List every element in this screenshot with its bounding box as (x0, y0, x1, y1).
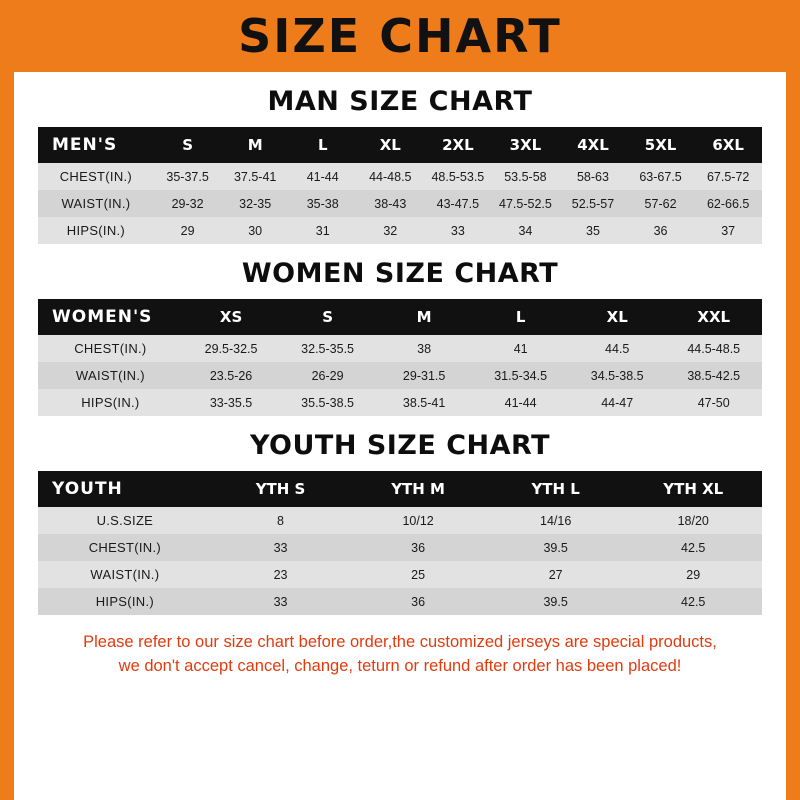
men-cell: 41-44 (289, 163, 357, 190)
men-cell: 32 (357, 217, 425, 244)
men-row-label: CHEST(IN.) (38, 163, 154, 190)
men-cell: 58-63 (559, 163, 627, 190)
men-cell: 62-66.5 (694, 190, 762, 217)
men-cell: 31 (289, 217, 357, 244)
youth-column-header: YTH M (349, 471, 487, 507)
youth-cell: 23 (212, 561, 350, 588)
women-row-label: HIPS(IN.) (38, 389, 183, 416)
men-cell: 34 (492, 217, 560, 244)
youth-cell: 33 (212, 534, 350, 561)
men-cell: 43-47.5 (424, 190, 492, 217)
men-cell: 57-62 (627, 190, 695, 217)
table-row (38, 190, 762, 217)
youth-cell: 39.5 (487, 534, 625, 561)
men-cell: 38-43 (357, 190, 425, 217)
men-cell: 52.5-57 (559, 190, 627, 217)
men-column-header: 4XL (559, 127, 627, 163)
men-cell: 47.5-52.5 (492, 190, 560, 217)
men-cell: 29-32 (154, 190, 222, 217)
youth-cell: 33 (212, 588, 350, 615)
men-column-header: 6XL (694, 127, 762, 163)
youth-section-title: YOUTH SIZE CHART (249, 430, 551, 461)
women-size-table (38, 299, 762, 416)
women-column-header: XXL (665, 299, 762, 335)
youth-row-label: U.S.SIZE (38, 507, 212, 534)
table-row (38, 534, 762, 561)
men-column-header: XL (357, 127, 425, 163)
youth-cell: 8 (212, 507, 350, 534)
women-cell: 23.5-26 (183, 362, 280, 389)
women-cell: 34.5-38.5 (569, 362, 666, 389)
page-banner (14, 0, 786, 72)
women-header-row (38, 299, 762, 335)
women-table-head (38, 299, 762, 335)
men-cell: 63-67.5 (627, 163, 695, 190)
women-cell: 32.5-35.5 (279, 335, 376, 362)
man-table-body (38, 163, 762, 244)
youth-cell: 14/16 (487, 507, 625, 534)
men-cell: 33 (424, 217, 492, 244)
man-table-head (38, 127, 762, 163)
youth-cell: 25 (349, 561, 487, 588)
youth-size-table (38, 471, 762, 615)
men-cell: 35-37.5 (154, 163, 222, 190)
men-header-row (38, 127, 762, 163)
men-cell: 35-38 (289, 190, 357, 217)
women-column-header: XL (569, 299, 666, 335)
youth-cell: 18/20 (624, 507, 762, 534)
youth-cell: 36 (349, 534, 487, 561)
youth-row-label: CHEST(IN.) (38, 534, 212, 561)
youth-table-head (38, 471, 762, 507)
women-corner-label: WOMEN'S (38, 299, 183, 335)
table-row (38, 561, 762, 588)
men-cell: 29 (154, 217, 222, 244)
youth-cell: 10/12 (349, 507, 487, 534)
women-cell: 38.5-42.5 (665, 362, 762, 389)
table-row (38, 389, 762, 416)
women-cell: 38 (376, 335, 473, 362)
youth-column-header: YTH L (487, 471, 625, 507)
women-cell: 29.5-32.5 (183, 335, 280, 362)
footer-note (38, 631, 762, 679)
women-row-label: WAIST(IN.) (38, 362, 183, 389)
men-cell: 30 (221, 217, 289, 244)
women-table-body (38, 335, 762, 416)
youth-cell: 39.5 (487, 588, 625, 615)
table-row (38, 217, 762, 244)
youth-cell: 36 (349, 588, 487, 615)
men-cell: 35 (559, 217, 627, 244)
footer-note-line-1: Please refer to our size chart before order,the customized jerseys are special products, (83, 633, 717, 651)
men-cell: 37.5-41 (221, 163, 289, 190)
men-column-header: 2XL (424, 127, 492, 163)
table-row (38, 335, 762, 362)
women-row-label: CHEST(IN.) (38, 335, 183, 362)
page-title: SIZE CHART (238, 9, 562, 63)
women-cell: 35.5-38.5 (279, 389, 376, 416)
women-column-header: M (376, 299, 473, 335)
table-row (38, 507, 762, 534)
page-content (14, 86, 786, 679)
men-column-header: 5XL (627, 127, 695, 163)
men-column-header: L (289, 127, 357, 163)
youth-table-body (38, 507, 762, 615)
men-cell: 37 (694, 217, 762, 244)
man-section-title: MAN SIZE CHART (267, 86, 533, 117)
women-cell: 41-44 (472, 389, 569, 416)
men-column-header: 3XL (492, 127, 560, 163)
men-column-header: S (154, 127, 222, 163)
youth-cell: 29 (624, 561, 762, 588)
women-section-title: WOMEN SIZE CHART (241, 258, 559, 289)
youth-cell: 42.5 (624, 534, 762, 561)
footer-note-line-2: we don't accept cancel, change, teturn or refund after order has been placed! (118, 656, 682, 675)
youth-cell: 42.5 (624, 588, 762, 615)
men-corner-label: MEN'S (38, 127, 154, 163)
youth-row-label: WAIST(IN.) (38, 561, 212, 588)
women-column-header: XS (183, 299, 280, 335)
men-row-label: WAIST(IN.) (38, 190, 154, 217)
women-cell: 33-35.5 (183, 389, 280, 416)
men-cell: 32-35 (221, 190, 289, 217)
women-cell: 44.5 (569, 335, 666, 362)
youth-column-header: YTH XL (624, 471, 762, 507)
youth-header-row (38, 471, 762, 507)
youth-cell: 27 (487, 561, 625, 588)
youth-column-header: YTH S (212, 471, 350, 507)
men-cell: 67.5-72 (694, 163, 762, 190)
women-cell: 41 (472, 335, 569, 362)
women-cell: 47-50 (665, 389, 762, 416)
women-cell: 38.5-41 (376, 389, 473, 416)
women-column-header: S (279, 299, 376, 335)
men-column-header: M (221, 127, 289, 163)
man-size-table (38, 127, 762, 244)
table-row (38, 163, 762, 190)
men-row-label: HIPS(IN.) (38, 217, 154, 244)
men-cell: 53.5-58 (492, 163, 560, 190)
table-row (38, 588, 762, 615)
women-cell: 26-29 (279, 362, 376, 389)
women-cell: 31.5-34.5 (472, 362, 569, 389)
women-cell: 44.5-48.5 (665, 335, 762, 362)
women-cell: 44-47 (569, 389, 666, 416)
men-cell: 36 (627, 217, 695, 244)
youth-corner-label: YOUTH (38, 471, 212, 507)
table-row (38, 362, 762, 389)
women-cell: 29-31.5 (376, 362, 473, 389)
men-cell: 48.5-53.5 (424, 163, 492, 190)
men-cell: 44-48.5 (357, 163, 425, 190)
youth-row-label: HIPS(IN.) (38, 588, 212, 615)
women-column-header: L (472, 299, 569, 335)
